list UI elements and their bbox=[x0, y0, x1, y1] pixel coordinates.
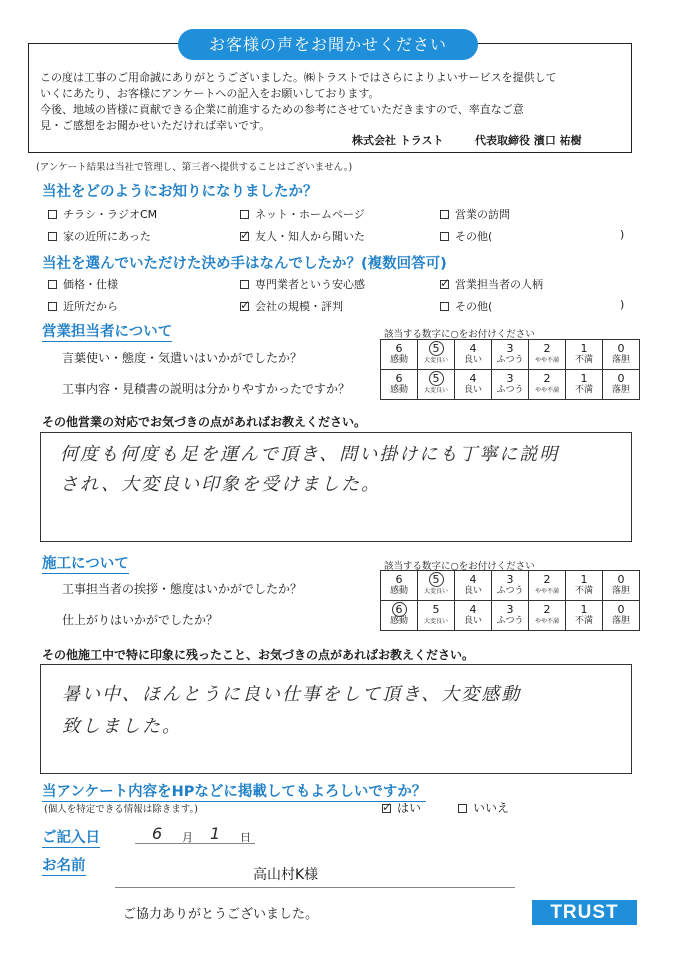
date-underline bbox=[135, 843, 255, 844]
rating-label: 良い bbox=[463, 385, 482, 395]
rating-cell-6[interactable] bbox=[381, 340, 418, 370]
rating-number: 0 bbox=[617, 342, 625, 355]
rating-number: 3 bbox=[506, 603, 514, 616]
q2-option[interactable]: その他( bbox=[440, 298, 492, 314]
publish-note: (個人を特定できる情報は除きます。) bbox=[44, 804, 198, 815]
rating-number: 4 bbox=[469, 603, 477, 616]
rating-label: ふつう bbox=[496, 355, 524, 365]
rating-number: 0 bbox=[617, 603, 625, 616]
rating-cell-2[interactable] bbox=[529, 370, 566, 400]
rating-cell-6[interactable] bbox=[381, 370, 418, 400]
q1-option[interactable]: ネット・ホームページ bbox=[240, 206, 365, 222]
rating-label: 感動 bbox=[389, 355, 408, 365]
rating-number: 1 bbox=[580, 342, 588, 355]
q2-title: 当社を選んでいただけた決め手はなんでしたか？(複数回答可) bbox=[42, 256, 447, 272]
sales-comment-prompt: その他営業の対応でお気づきの点があればお教えください。 bbox=[42, 415, 367, 429]
q2-option[interactable]: 専門業者という安心感 bbox=[240, 276, 365, 292]
rating-label: 不満 bbox=[574, 385, 593, 395]
rating-label: 感動 bbox=[389, 586, 408, 596]
q2-option[interactable]: 近所だから bbox=[48, 298, 118, 314]
rating-number: 3 bbox=[506, 573, 514, 586]
rating-number: 5 bbox=[418, 373, 454, 385]
rating-label: 大変良い bbox=[423, 618, 448, 625]
rating-number: 0 bbox=[617, 372, 625, 385]
trust-logo: TRUST bbox=[532, 900, 637, 925]
sales-title: 営業担当者について bbox=[42, 320, 172, 342]
sales-question: 工事内容・見積書の説明は分かりやすかったですか？ bbox=[62, 382, 351, 396]
rating-cell-2[interactable] bbox=[529, 601, 566, 631]
rating-label: やや不満 bbox=[534, 387, 559, 394]
rating-number: 2 bbox=[543, 603, 551, 616]
rating-cell-5[interactable] bbox=[418, 340, 455, 370]
rating-label: ふつう bbox=[496, 616, 524, 626]
q2-option[interactable]: ✓ 営業担当者の人柄 bbox=[440, 276, 543, 292]
rating-number: 4 bbox=[469, 573, 477, 586]
rating-label: 良い bbox=[463, 586, 482, 596]
rating-cell-5[interactable] bbox=[418, 571, 455, 601]
survey-title: お客様の声をお聞かせください bbox=[178, 29, 478, 60]
rating-label: 落胆 bbox=[611, 385, 630, 395]
rating-cell-4[interactable] bbox=[455, 571, 492, 601]
rating-number: 6 bbox=[381, 604, 417, 616]
q1-option[interactable]: 営業の訪問 bbox=[440, 206, 510, 222]
rating-cell-0[interactable] bbox=[603, 340, 640, 370]
rating-row bbox=[381, 370, 640, 400]
date-month: 6 bbox=[152, 824, 165, 843]
close-paren: ) bbox=[620, 298, 625, 311]
rating-label: やや不満 bbox=[534, 588, 559, 595]
intro-line: いくにあたり、お客様にアンケートへの記入をお願いしております。 bbox=[40, 87, 380, 100]
rating-label: 不満 bbox=[574, 355, 593, 365]
customer-name: 高山村K様 bbox=[253, 867, 319, 883]
rating-row bbox=[381, 571, 640, 601]
rating-cell-4[interactable] bbox=[455, 340, 492, 370]
rating-cell-1[interactable] bbox=[566, 340, 603, 370]
q1-title: 当社をどのようにお知りになりましたか？ bbox=[42, 184, 318, 200]
date-day: 1 bbox=[210, 824, 223, 843]
grid-note: 該当する数字に○をお付けください bbox=[384, 561, 535, 572]
checkbox[interactable] bbox=[440, 232, 449, 241]
checkbox-checked[interactable] bbox=[240, 232, 249, 241]
q2-option[interactable]: 価格・仕様 bbox=[48, 276, 118, 292]
rating-number: 1 bbox=[580, 603, 588, 616]
rating-cell-2[interactable] bbox=[529, 571, 566, 601]
rating-label: 落胆 bbox=[611, 586, 630, 596]
close-paren: ) bbox=[620, 228, 625, 241]
rating-label: 大変良い bbox=[423, 387, 448, 394]
rating-number: 6 bbox=[395, 573, 403, 586]
sales-rating-grid bbox=[380, 339, 640, 400]
checkbox-checked[interactable] bbox=[440, 280, 449, 289]
rating-label: 感動 bbox=[389, 616, 408, 626]
rating-number: 5 bbox=[418, 343, 454, 355]
rating-cell-4[interactable] bbox=[455, 370, 492, 400]
construction-title: 施工について bbox=[42, 552, 129, 574]
q1-option[interactable]: その他( bbox=[440, 228, 492, 244]
checkbox[interactable] bbox=[440, 210, 449, 219]
rating-number: 5 bbox=[418, 574, 454, 586]
rating-cell-3[interactable] bbox=[492, 601, 529, 631]
checkbox[interactable] bbox=[240, 210, 249, 219]
rating-label: 不満 bbox=[574, 616, 593, 626]
rating-cell-4[interactable] bbox=[455, 601, 492, 631]
construction-comment-prompt: その他施工中で特に印象に残ったこと、お気づきの点があればお教えください。 bbox=[42, 648, 475, 662]
sales-comment-line: 何度も何度も足を運んで頂き、問い掛けにも丁寧に説明 bbox=[60, 444, 560, 465]
checkbox[interactable] bbox=[48, 210, 57, 219]
rating-number: 5 bbox=[432, 603, 440, 616]
publish-no[interactable]: いいえ bbox=[458, 799, 509, 816]
rating-label: 感動 bbox=[389, 385, 408, 395]
rating-label: 不満 bbox=[574, 586, 593, 596]
checkbox[interactable] bbox=[458, 804, 467, 813]
rating-row bbox=[381, 601, 640, 631]
month-unit: 月 bbox=[182, 831, 193, 844]
sales-comment-line: され、大変良い印象を受けました。 bbox=[60, 474, 382, 495]
construction-rating-grid bbox=[380, 570, 640, 631]
intro-line: この度は工事のご用命誠にありがとうございました。㈱トラストではさらによりよいサービスを提供して bbox=[40, 71, 557, 84]
rating-cell-2[interactable] bbox=[529, 340, 566, 370]
name-label: お名前 bbox=[42, 854, 86, 876]
construction-question: 仕上がりはいかがでしたか？ bbox=[62, 613, 219, 627]
rating-label: 良い bbox=[463, 355, 482, 365]
checkbox-checked[interactable] bbox=[240, 302, 249, 311]
intro-line: 見・ご感想をお聞かせいただければ幸いです。 bbox=[40, 119, 271, 132]
rating-label: ふつう bbox=[496, 385, 524, 395]
rating-cell-5[interactable] bbox=[418, 370, 455, 400]
rating-label: 大変良い bbox=[423, 357, 448, 364]
rating-label: 落胆 bbox=[611, 355, 630, 365]
intro-line: 今後、地域の皆様に貢献できる企業に前進するための参考にさせていただきますので、率直なご意 bbox=[40, 103, 524, 116]
rating-number: 4 bbox=[469, 342, 477, 355]
rating-cell-3[interactable] bbox=[492, 571, 529, 601]
publish-yes[interactable]: ✓ はい bbox=[382, 799, 421, 816]
date-label: ご記入日 bbox=[42, 826, 100, 848]
construction-question: 工事担当者の挨拶・態度はいかがでしたか？ bbox=[62, 582, 303, 596]
rating-number: 6 bbox=[395, 372, 403, 385]
rating-number: 2 bbox=[543, 372, 551, 385]
rating-cell-0[interactable] bbox=[603, 571, 640, 601]
rating-cell-3[interactable] bbox=[492, 370, 529, 400]
rating-cell-3[interactable] bbox=[492, 340, 529, 370]
thanks-text: ご協力ありがとうございました。 bbox=[123, 907, 319, 922]
rating-label: やや不満 bbox=[534, 618, 559, 625]
ceo-name: 代表取締役 濱口 祐樹 bbox=[475, 134, 582, 147]
rating-label: 大変良い bbox=[423, 588, 448, 595]
rating-number: 0 bbox=[617, 573, 625, 586]
publish-title: 当アンケート内容をHPなどに掲載してもよろしいですか？ bbox=[42, 780, 426, 802]
checkbox[interactable] bbox=[48, 280, 57, 289]
rating-label: ふつう bbox=[496, 586, 524, 596]
rating-cell-1[interactable] bbox=[566, 571, 603, 601]
sales-question: 言葉使い・態度・気遣いはいかがでしたか？ bbox=[62, 351, 303, 365]
checkbox[interactable] bbox=[48, 232, 57, 241]
q1-option[interactable]: チラシ・ラジオCM bbox=[48, 206, 157, 222]
checkbox[interactable] bbox=[48, 302, 57, 311]
rating-cell-1[interactable] bbox=[566, 370, 603, 400]
rating-cell-0[interactable] bbox=[603, 370, 640, 400]
checkbox[interactable] bbox=[440, 302, 449, 311]
rating-number: 3 bbox=[506, 372, 514, 385]
company-name: 株式会社 トラスト bbox=[352, 134, 444, 147]
rating-number: 1 bbox=[580, 372, 588, 385]
rating-label: 良い bbox=[463, 616, 482, 626]
rating-cell-0[interactable] bbox=[603, 601, 640, 631]
rating-number: 3 bbox=[506, 342, 514, 355]
grid-note: 該当する数字に○をお付けください bbox=[384, 329, 535, 340]
rating-row bbox=[381, 340, 640, 370]
rating-number: 2 bbox=[543, 573, 551, 586]
rating-cell-5[interactable] bbox=[418, 601, 455, 631]
privacy-note: (アンケート結果は当社で管理し、第三者へ提供することはございません。) bbox=[36, 162, 353, 173]
rating-label: やや不満 bbox=[534, 357, 559, 364]
checkbox-checked[interactable] bbox=[382, 804, 391, 813]
checkbox[interactable] bbox=[240, 280, 249, 289]
construction-comment-line: 暑い中、ほんとうに良い仕事をして頂き、大変感動 bbox=[62, 684, 522, 705]
rating-number: 4 bbox=[469, 372, 477, 385]
q2-option[interactable]: ✓ 会社の規模・評判 bbox=[240, 298, 343, 314]
q1-option[interactable]: 家の近所にあった bbox=[48, 228, 151, 244]
construction-comment-line: 致しました。 bbox=[62, 716, 182, 737]
rating-number: 6 bbox=[395, 342, 403, 355]
day-unit: 日 bbox=[240, 831, 251, 844]
rating-cell-1[interactable] bbox=[566, 601, 603, 631]
rating-number: 2 bbox=[543, 342, 551, 355]
name-underline bbox=[115, 887, 515, 888]
rating-cell-6[interactable] bbox=[381, 571, 418, 601]
rating-number: 1 bbox=[580, 573, 588, 586]
rating-cell-6[interactable] bbox=[381, 601, 418, 631]
rating-label: 落胆 bbox=[611, 616, 630, 626]
q1-option[interactable]: ✓ 友人・知人から聞いた bbox=[240, 228, 365, 244]
